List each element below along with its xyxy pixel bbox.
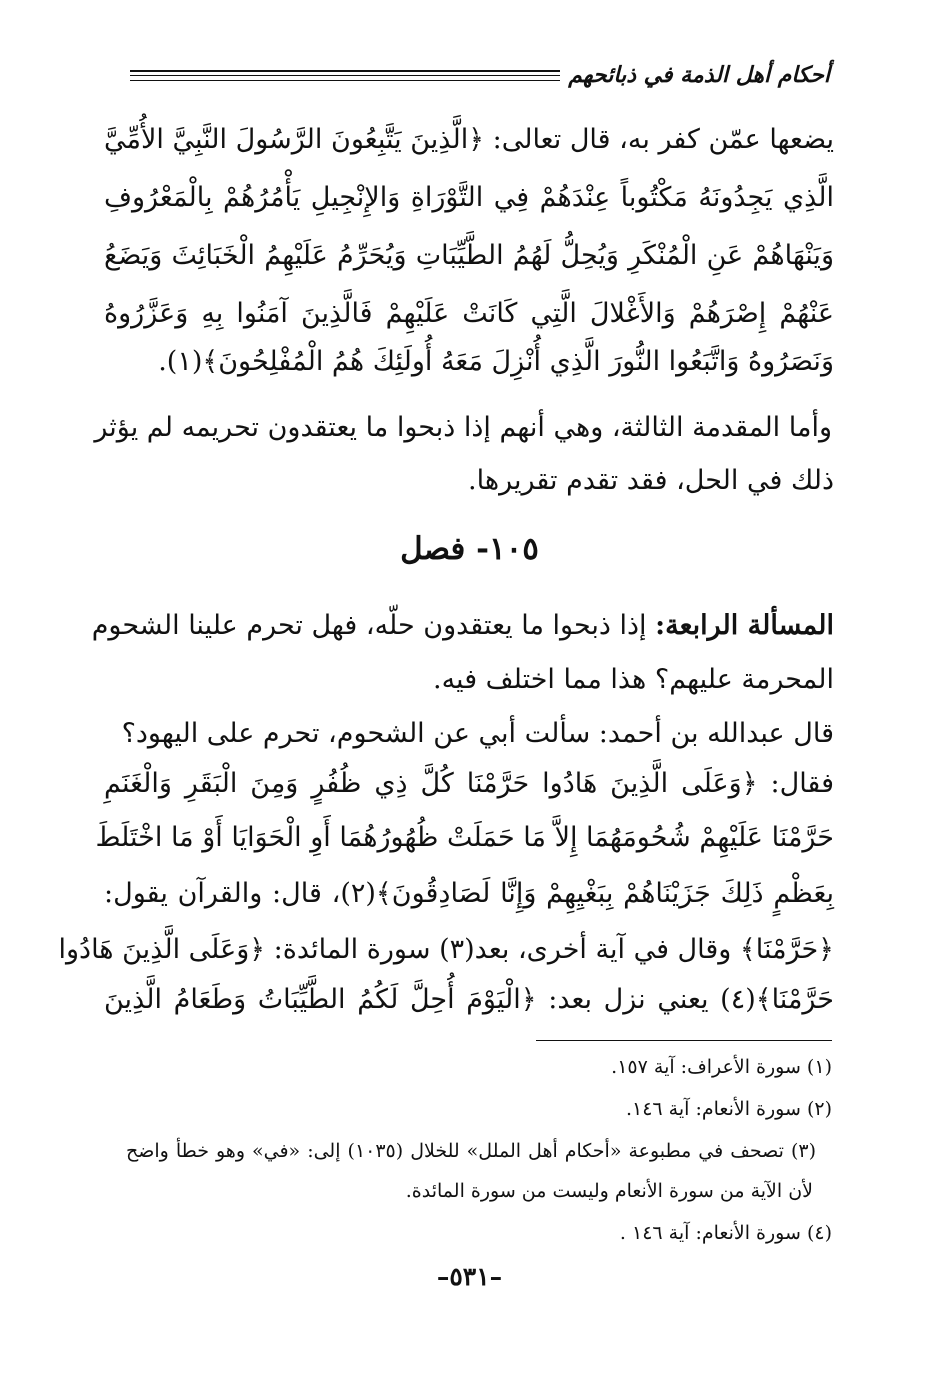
footnote: (٤) سورة الأنعام: آية ١٤٦ . bbox=[619, 1222, 832, 1244]
header-rule bbox=[130, 70, 560, 72]
text-line: يضعها عمّن كفر به، قال تعالى: ﴿الَّذِينَ يَتَّبِعُونَ الرَّسُولَ النَّبِيَّ الأُمِّيَّ bbox=[104, 124, 834, 155]
text-line: وَنَصَرُوهُ وَاتَّبَعُوا النُّورَ الَّذِي أُنْزِلَ مَعَهُ أُولَئِكَ هُمُ الْمُفْلِحُونَ﴾(١). bbox=[158, 346, 834, 377]
footnote: (٣) تصحف في مطبوعة «أحكام أهل الملل» للخلال (١٠٣٥) إلى: «في» وهو خطأ واضح bbox=[126, 1140, 816, 1162]
header-rule bbox=[130, 80, 560, 81]
issue-text: إذا ذبحوا ما يعتقدون حلّه، فهل تحرم علينا الشحوم bbox=[91, 610, 656, 641]
footnote-separator bbox=[536, 1040, 832, 1041]
text-line: بِعَظْمٍ ذَلِكَ جَزَيْنَاهُمْ بِبَغْيِهِمْ وَإِنَّا لَصَادِقُونَ﴾(٢)، قال: والقرآن يقول: bbox=[104, 878, 834, 909]
footnote: لأن الآية من سورة الأنعام وليست من سورة المائدة. bbox=[405, 1180, 813, 1202]
text-line: ذلك في الحل، فقد تقدم تقريرها. bbox=[468, 465, 834, 496]
page-number: –٥٣١– bbox=[436, 1262, 503, 1291]
header-rule bbox=[130, 75, 560, 76]
text-line: الَّذِي يَجِدُونَهُ مَكْتُوباً عِنْدَهُمْ فِي التَّوْرَاةِ وَالإِنْجِيلِ يَأْمُرُهُمْ بِالْمَعْرُوفِ bbox=[104, 182, 834, 213]
text-line: المحرمة عليهم؟ هذا مما اختلف فيه. bbox=[432, 664, 834, 695]
footnote: (١) سورة الأعراف: آية ١٥٧. bbox=[611, 1056, 832, 1078]
issue-line bbox=[91, 606, 834, 652]
running-header bbox=[130, 62, 830, 92]
text-line: وَيَنْهَاهُمْ عَنِ الْمُنْكَرِ وَيُحِلُّ لَهُمُ الطَّيِّبَاتِ وَيُحَرِّمُ عَلَيْهِمُ الْخَبَائِثَ وَيَضَعُ bbox=[104, 240, 834, 271]
text-line: حَرَّمْنَا عَلَيْهِمْ شُحُومَهُمَا إِلاَّ مَا حَمَلَتْ ظُهُورُهُمَا أَوِ الْحَوَايَا أَوْ مَا اخْتَلَطَ bbox=[95, 822, 834, 853]
text-line: حَرَّمْنَا﴾(٤) يعني نزل بعد: ﴿الْيَوْمَ أُحِلَّ لَكُمُ الطَّيِّبَاتُ وَطَعَامُ الَّذِينَ bbox=[104, 984, 834, 1015]
text-line: قال عبدالله بن أحمد: سألت أبي عن الشحوم، تحرم على اليهود؟ bbox=[121, 718, 834, 749]
header-title: أحكام أهل الذمة في ذبائحهم bbox=[568, 62, 830, 88]
issue-lead: المسألة الرابعة: bbox=[655, 610, 834, 641]
text-line: ﴿حَرَّمْنَا﴾ وقال في آية أخرى، بعد(٣) سورة المائدة: ﴿وَعَلَى الَّذِينَ هَادُوا bbox=[58, 934, 834, 965]
section-heading: ١٠٥- فصل bbox=[400, 531, 539, 567]
text-line: عَنْهُمْ إِصْرَهُمْ وَالأَغْلالَ الَّتِي كَانَتْ عَلَيْهِمْ فَالَّذِينَ آمَنُوا بِهِ وَعَزَّرُوهُ bbox=[104, 298, 834, 329]
footnote: (٢) سورة الأنعام: آية ١٤٦. bbox=[625, 1098, 832, 1120]
text-line: وأما المقدمة الثالثة، وهي أنهم إذا ذبحوا ما يعتقدون تحريمه لم يؤثر bbox=[94, 412, 832, 443]
text-line: فقال: ﴿وَعَلَى الَّذِينَ هَادُوا حَرَّمْنَا كُلَّ ذِي ظُفُرٍ وَمِنَ الْبَقَرِ وَالْغَنَمِ bbox=[104, 768, 834, 799]
